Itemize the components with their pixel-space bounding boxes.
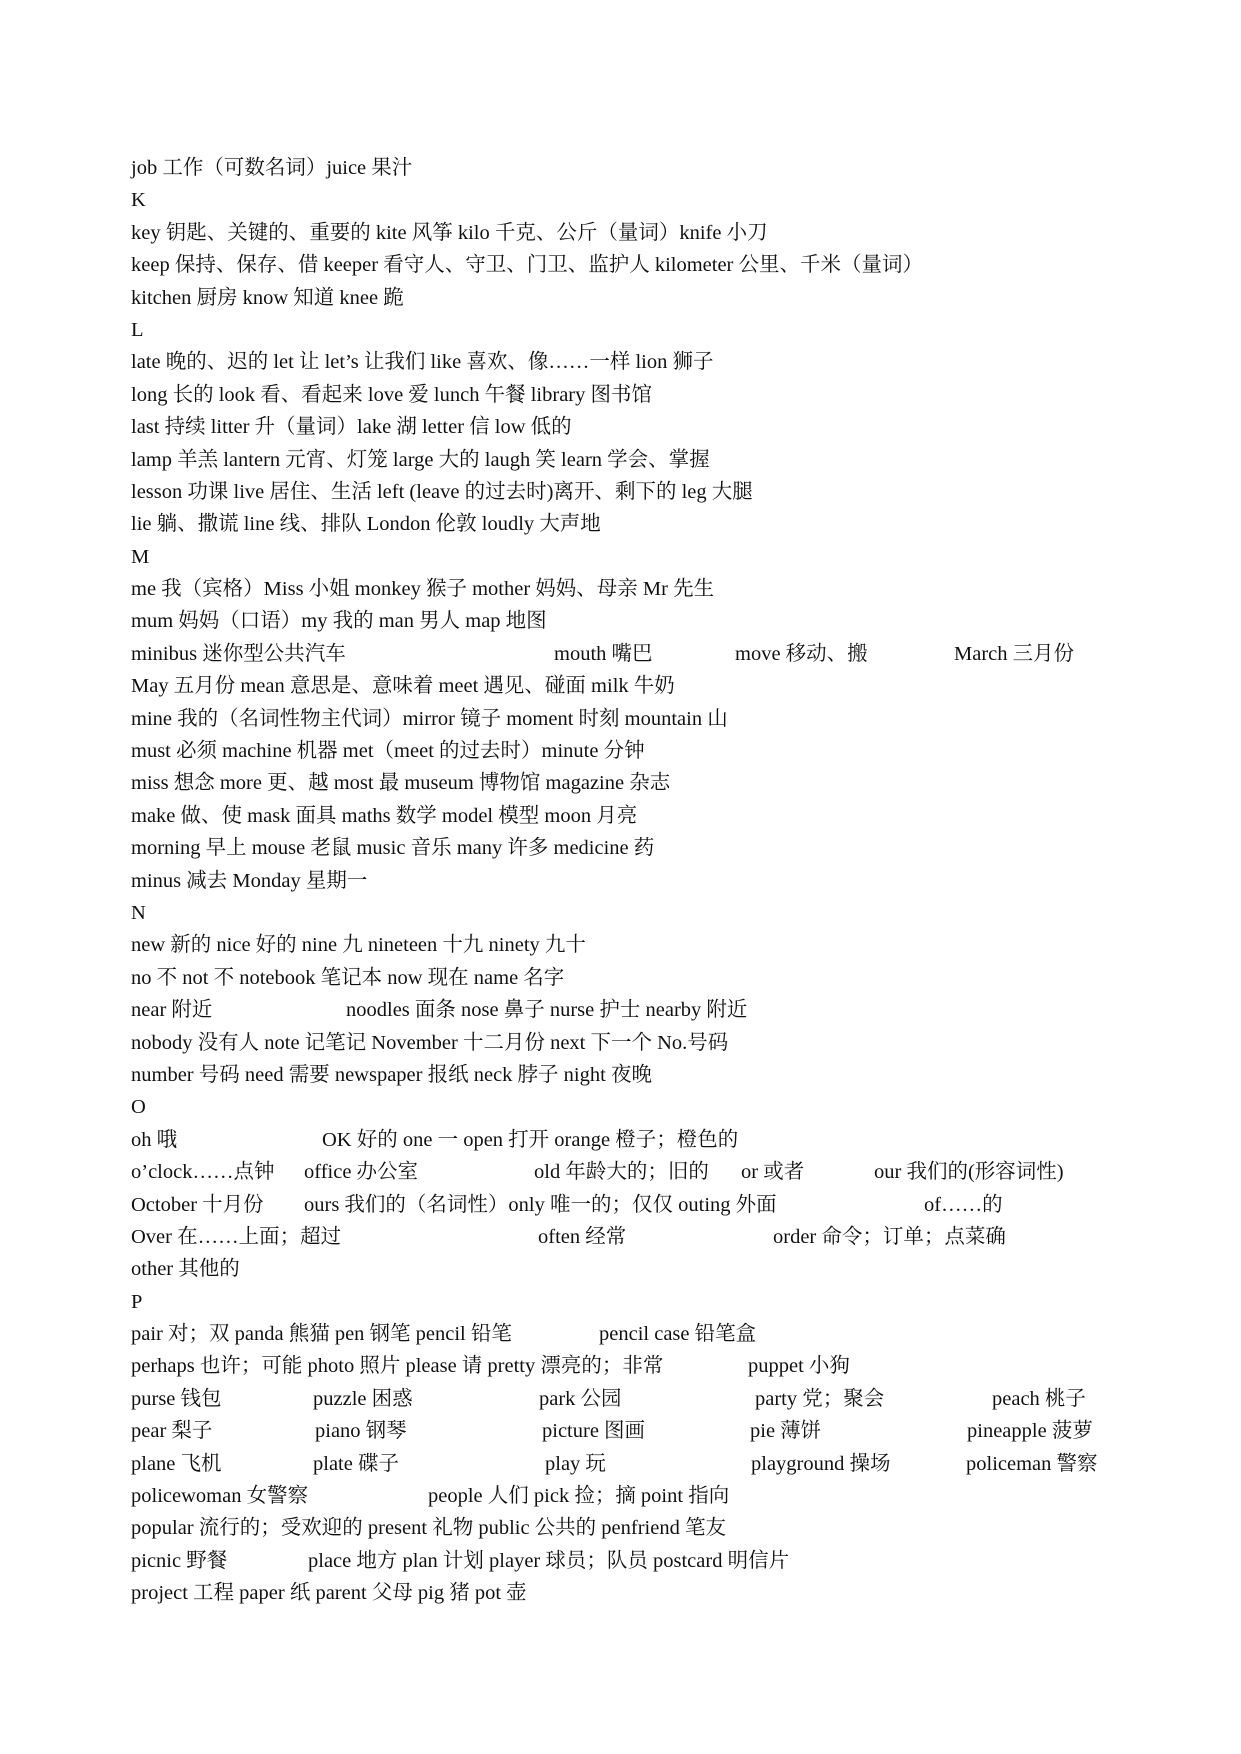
letter-heading-m [131,541,1211,573]
letter-heading: K [131,189,146,212]
vocab-text: pear 梨子 [131,1420,213,1443]
vocabulary-list [131,152,1211,1610]
vocab-text: policewoman 女警察 [131,1485,309,1508]
vocab-text: place 地方 plan 计划 player 球员；队员 postcard 明信片 [308,1549,790,1572]
vocab-text: popular 流行的；受欢迎的 present 礼物 public 公共的 penfriend 笔友 [131,1517,726,1540]
letter-heading-p [131,1286,1211,1318]
vocab-text: or 或者 [741,1161,805,1184]
letter-heading-l [131,314,1211,346]
vocab-text: plane 飞机 [131,1452,222,1475]
vocab-line [131,1189,1211,1221]
vocab-text: move 移动、搬 [735,642,868,665]
vocab-text: new 新的 nice 好的 nine 九 nineteen 十九 ninety 九十 [131,934,586,957]
vocab-text: people 人们 pick 捡；摘 point 指向 [428,1485,730,1508]
vocab-text: me 我（宾格）Miss 小姐 monkey 猴子 mother 妈妈、母亲 Mr 先生 [131,578,715,601]
vocab-line [131,508,1211,540]
vocab-line [131,1350,1211,1382]
vocab-line [131,1221,1211,1253]
vocab-line [131,929,1211,961]
vocab-line [131,1383,1211,1415]
vocab-line [131,1577,1211,1609]
vocab-text: project 工程 paper 纸 parent 父母 pig 猪 pot 壶 [131,1582,527,1605]
vocab-text: mouth 嘴巴 [554,642,653,665]
vocab-text: number 号码 need 需要 newspaper 报纸 neck 脖子 night 夜晚 [131,1063,652,1086]
vocab-text: morning 早上 mouse 老鼠 music 音乐 many 许多 medicine 药 [131,837,655,860]
vocab-text: order 命令；订单；点菜确 [773,1225,1006,1248]
vocab-line [131,638,1211,670]
vocab-text: key 钥匙、关键的、重要的 kite 风筝 kilo 千克、公斤（量词）knife 小刀 [131,221,768,244]
vocab-text: perhaps 也许；可能 photo 照片 please 请 pretty 漂亮的；非常 [131,1355,664,1378]
letter-heading-k [131,184,1211,216]
vocab-line [131,703,1211,735]
vocab-text: minus 减去 Monday 星期一 [131,869,368,892]
vocab-text: our 我们的(形容词性) [874,1161,1064,1184]
vocab-text: often 经常 [538,1225,627,1248]
vocab-line [131,573,1211,605]
vocab-text: make 做、使 mask 面具 maths 数学 model 模型 moon 月亮 [131,804,638,827]
vocab-line [131,1480,1211,1512]
vocab-line [131,800,1211,832]
vocab-line [131,1318,1211,1350]
vocab-line [131,249,1211,281]
vocab-text: peach 桃子 [992,1387,1086,1410]
vocab-text: pencil case 铅笔盒 [599,1323,757,1346]
vocab-text: keep 保持、保存、借 keeper 看守人、守卫、门卫、监护人 kilometer 公里、千米（量词） [131,254,924,277]
vocab-line [131,152,1211,184]
vocab-line [131,1156,1211,1188]
vocab-text: pie 薄饼 [750,1420,822,1443]
vocab-line [131,1415,1211,1447]
vocab-text: March 三月份 [954,642,1075,665]
vocab-line [131,476,1211,508]
vocab-text: no 不 not 不 notebook 笔记本 now 现在 name 名字 [131,966,565,989]
vocab-text: miss 想念 more 更、越 most 最 museum 博物馆 magazine 杂志 [131,772,671,795]
vocab-line [131,217,1211,249]
vocab-line [131,1059,1211,1091]
vocab-text: OK 好的 one 一 open 打开 orange 橙子；橙色的 [322,1128,739,1151]
vocab-text: long 长的 look 看、看起来 love 爱 lunch 午餐 library 图书馆 [131,383,652,406]
vocab-text: office 办公室 [304,1161,419,1184]
vocab-text: of……的 [924,1193,1003,1216]
vocab-text: minibus 迷你型公共汽车 [131,642,346,665]
letter-heading: N [131,901,146,924]
vocab-text: mum 妈妈（口语）my 我的 man 男人 map 地图 [131,610,547,633]
vocab-text: play 玩 [545,1452,606,1475]
vocab-text: other 其他的 [131,1258,240,1281]
vocab-line [131,832,1211,864]
vocab-text: old 年龄大的；旧的 [534,1161,709,1184]
vocab-text: mine 我的（名词性物主代词）mirror 镜子 moment 时刻 mountain 山 [131,707,728,730]
vocab-text: last 持续 litter 升（量词）lake 湖 letter 信 low 低的 [131,416,572,439]
vocab-text: Over 在……上面；超过 [131,1225,342,1248]
vocab-text: job 工作（可数名词）juice 果汁 [131,157,413,179]
vocab-text: noodles 面条 nose 鼻子 nurse 护士 nearby 附近 [346,999,748,1022]
vocab-text: May 五月份 mean 意思是、意味着 meet 遇见、碰面 milk 牛奶 [131,675,675,698]
vocab-line [131,735,1211,767]
vocab-text: ours 我们的（名词性）only 唯一的；仅仅 outing 外面 [304,1193,777,1216]
vocab-text: picture 图画 [542,1420,646,1443]
letter-heading-n [131,897,1211,929]
vocab-text: late 晚的、迟的 let 让 let’s 让我们 like 喜欢、像……一样 lion 狮子 [131,351,714,374]
vocab-line [131,282,1211,314]
vocab-line [131,411,1211,443]
letter-heading: M [131,545,150,568]
vocab-text: plate 碟子 [313,1452,399,1475]
vocab-text: policeman 警察 [966,1452,1098,1475]
vocab-text: purse 钱包 [131,1387,222,1410]
vocab-text: kitchen 厨房 know 知道 knee 跪 [131,286,404,309]
vocab-text: puppet 小狗 [748,1355,850,1378]
vocab-line [131,767,1211,799]
vocab-text: oh 哦 [131,1128,178,1151]
vocab-line [131,1512,1211,1544]
vocab-line [131,670,1211,702]
vocab-line [131,444,1211,476]
vocab-text: picnic 野餐 [131,1549,228,1572]
vocab-text: lamp 羊羔 lantern 元宵、灯笼 large 大的 laugh 笑 learn 学会、掌握 [131,448,710,471]
vocab-line [131,1448,1211,1480]
vocab-text: near 附近 [131,999,213,1022]
vocab-line [131,994,1211,1026]
vocab-line [131,1545,1211,1577]
vocab-text: piano 钢琴 [315,1420,407,1443]
vocab-line [131,1027,1211,1059]
vocab-text: puzzle 困惑 [313,1387,413,1410]
letter-heading: L [131,318,144,341]
vocab-text: park 公园 [539,1387,622,1410]
vocab-text: lie 躺、撒谎 line 线、排队 London 伦敦 loudly 大声地 [131,513,601,536]
vocab-text: lesson 功课 live 居住、生活 left (leave 的过去时)离开、剩下的 leg 大腿 [131,480,753,503]
vocab-line [131,605,1211,637]
vocab-line [131,865,1211,897]
vocab-line [131,346,1211,378]
vocab-text: party 党；聚会 [755,1387,885,1410]
vocab-text: must 必须 machine 机器 met（meet 的过去时）minute 分钟 [131,740,645,763]
vocab-text: October 十月份 [131,1193,264,1216]
vocab-text: playground 操场 [751,1452,891,1475]
vocab-text: pineapple 菠萝 [967,1420,1093,1443]
vocab-text: pair 对；双 panda 熊猫 pen 钢笔 pencil 铅笔 [131,1323,512,1346]
letter-heading: O [131,1096,146,1119]
vocab-line [131,1253,1211,1285]
vocab-line [131,1124,1211,1156]
letter-heading: P [131,1290,143,1313]
vocab-text: nobody 没有人 note 记笔记 November 十二月份 next 下一个 No.号码 [131,1031,729,1054]
vocab-line [131,962,1211,994]
vocab-line [131,379,1211,411]
letter-heading-o [131,1091,1211,1123]
vocab-text: o’clock……点钟 [131,1161,275,1184]
